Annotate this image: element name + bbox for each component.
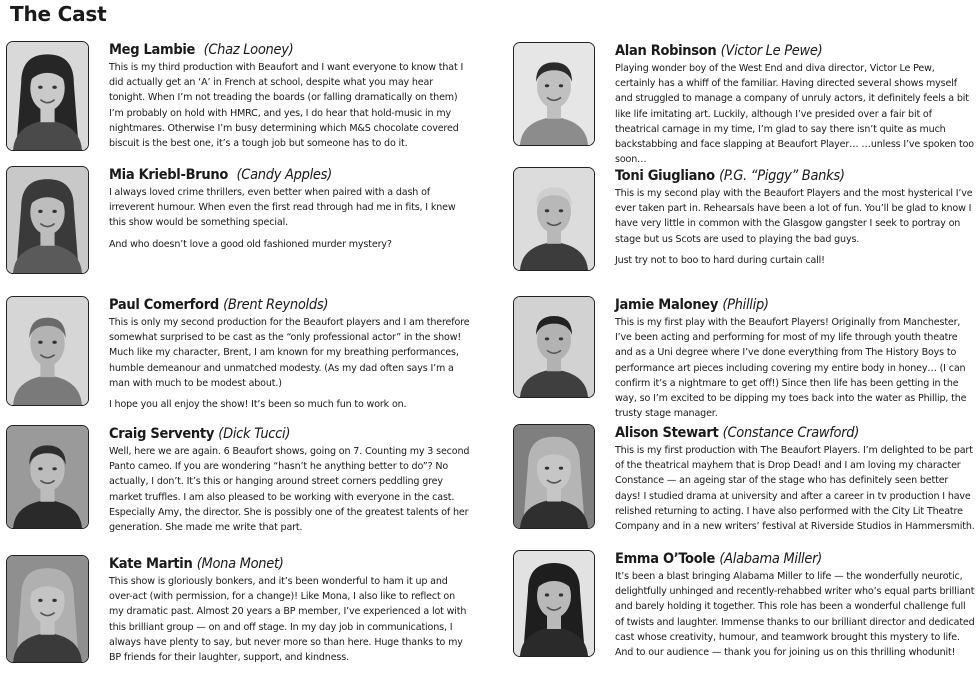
bio bbox=[615, 569, 975, 660]
bio-paragraph: This is only my second production for the Beaufort players and I am therefore somewhat surprised to be cast as the “only professional actor” in the show! Much like my character, Brent, I am known for my breathing performances, humble demeanour and unmatched modesty. (As my dad often says I’m a man with much to be modest about.) bbox=[109, 317, 470, 389]
cast-text bbox=[109, 296, 471, 412]
bio-paragraph: This is my second play with the Beaufort Players and the most hysterical I’ve ever taken part in. Rehearsals have been a lot of fun. You’ll be glad to know I have very little in common with the Glasgow gangster I seek to portray on stage but us Scots are used to playing the bad guys. bbox=[615, 188, 973, 245]
page-title: The Cast bbox=[10, 2, 107, 26]
bio-paragraph: Playing wonder boy of the West End and diva director, Victor Le Pew, certainly has a whiff of the familiar. Having directed several shows myself and struggled to manage a company of unruly actors, it definitely feels a bit like life imitating art. Luckily, although I’ve presided over a fair bit of theatrical carnage in my time, I’m glad to say there isn’t quite as much backstabbing and face slapping at Beaufort Player… …unless I’ve spoken too soon… bbox=[615, 63, 974, 166]
headshot-photo bbox=[513, 424, 595, 529]
headshot-photo bbox=[513, 42, 595, 146]
headshot-photo bbox=[6, 41, 89, 151]
bio-paragraph: I always loved crime thrillers, even better when paired with a dash of irreverent humour. When even the first read through had me in fits, I knew this show would be something special. bbox=[109, 187, 456, 229]
headshot-photo bbox=[6, 555, 89, 663]
cast-name-line bbox=[615, 296, 975, 315]
bio bbox=[109, 60, 471, 151]
cast-name-line bbox=[109, 166, 471, 185]
bio-paragraph: I hope you all enjoy the show! It’s been so much fun to work on. bbox=[109, 399, 407, 411]
bio-paragraph: This show is gloriously bonkers, and it’s been wonderful to ham it up and over-act (with permission, for a change)! Like Mona, I also like to reflect on my dramatic past. Almost 20 years a BP member, I’ve experienced a lot with this brilliant group — on and off stage. In my day job in communications, I always have plenty to say, but never more so than here. Huge thanks to my BP friends for their laughter, support, and kindness. bbox=[109, 576, 467, 664]
headshot-photo bbox=[6, 425, 89, 529]
bio-paragraph: Well, here we are again. 6 Beaufort shows, going on 7. Counting my 3 second Panto cameo. If you are wondering “hasn’t he anything better to do”? No actually, I don’t. It’s this or hanging around street corners peddling grey market truffles. I am also pleased to be working with everyone in the cast. Especially Amy, the director. She is possibly one of the greatest talents of her generation. She made me write that part. bbox=[109, 446, 470, 534]
cast-text bbox=[615, 296, 975, 421]
cast-name-line bbox=[109, 296, 471, 315]
cast-text bbox=[109, 166, 471, 252]
actor-name: Emma O’Toole bbox=[615, 551, 716, 567]
actor-name: Mia Kriebl-Bruno bbox=[109, 167, 228, 183]
actor-name: Alan Robinson bbox=[615, 43, 717, 59]
bio bbox=[109, 574, 471, 665]
bio-paragraph: Just try not to boo to hard during curtain call! bbox=[615, 254, 825, 266]
headshot-photo bbox=[513, 550, 595, 657]
headshot-photo bbox=[513, 296, 595, 398]
cast-text bbox=[109, 425, 471, 535]
cast-text bbox=[615, 550, 975, 660]
actor-name: Alison Stewart bbox=[615, 425, 719, 441]
cast-name-line bbox=[615, 550, 975, 569]
character-name: (Mona Monet) bbox=[196, 556, 284, 572]
cast-text bbox=[615, 167, 975, 268]
actor-name: Meg Lambie bbox=[109, 42, 196, 58]
bio bbox=[109, 185, 471, 252]
bio bbox=[109, 444, 471, 535]
bio bbox=[109, 315, 471, 412]
cast-name-line bbox=[109, 425, 471, 444]
headshot-photo bbox=[6, 166, 89, 274]
cast-name-line bbox=[109, 555, 471, 574]
character-name: (P.G. “Piggy” Banks) bbox=[719, 168, 845, 184]
character-name: (Chaz Looney) bbox=[203, 42, 294, 58]
bio-paragraph: This is my first production with The Beaufort Players. I’m delighted to be part of the theatrical mayhem that is Drop Dead! and I am loving my character Constance — an ageing star of the stage who has definitely seen better days! I studied drama at university and after a career in tv production I have relished returning to acting. I have also performed with the City Lit Theatre Company and in a new writers’ festival at Riverside Studios in Hammersmith. bbox=[615, 445, 975, 533]
bio bbox=[615, 186, 975, 268]
actor-name: Craig Serventy bbox=[109, 426, 215, 442]
bio-paragraph: This is my first play with the Beaufort Players! Originally from Manchester, I’ve been acting and performing for most of my life through youth theatre and as a Uni degree where I’ve done everything from The History Boys to performance art pieces including covering my entire body in honey… (I can confirm it’s a nightmare to get off!) Since then life has been getting in the way, so I’m excited to be dipping my toes back into the water as Phillip, the trusty stage manager. bbox=[615, 317, 967, 420]
cast-text bbox=[615, 424, 975, 534]
cast-text bbox=[109, 555, 471, 665]
headshot-photo bbox=[6, 296, 89, 406]
bio-paragraph: And who doesn’t love a good old fashioned murder mystery? bbox=[109, 238, 392, 250]
cast-name-line bbox=[109, 41, 471, 60]
character-name: (Phillip) bbox=[722, 297, 769, 313]
bio-paragraph: It’s been a blast bringing Alabama Miller to life — the wonderfully neurotic, delightfully unhinged and recently-rehabbed writer who’s equal parts brilliant and barely holding it together. This role has been a wonderful challenge full of twists and laughter. Immense thanks to our brilliant director and dedicated cast whose creativity, humour, and teamwork brought this mystery to life. And to our audience — thank you for joining us on this thrilling whodunit! bbox=[615, 571, 975, 659]
cast-text bbox=[109, 41, 471, 151]
cast-name-line bbox=[615, 42, 975, 61]
cast-name-line bbox=[615, 424, 975, 443]
character-name: (Brent Reynolds) bbox=[223, 297, 329, 313]
character-name: (Alabama Miller) bbox=[719, 551, 822, 567]
headshot-photo bbox=[513, 167, 595, 271]
actor-name: Jamie Maloney bbox=[615, 297, 719, 313]
actor-name: Paul Comerford bbox=[109, 297, 219, 313]
bio bbox=[615, 61, 975, 167]
character-name: (Victor Le Pewe) bbox=[720, 43, 823, 59]
bio-paragraph: This is my third production with Beaufort and I want everyone to know that I did actually get an ‘A’ in French at school, despite what you may hear tonight. When I’m not treading the boards (or falling dramatically on them) I’m probably on hold with HMRC, and yes, I do hear that hold-music in my nightmares. Otherwise I’m busy determining which M&S chocolate covered biscuit is the best one, it’s a tough job but someone has to do it. bbox=[109, 62, 464, 150]
bio bbox=[615, 315, 975, 421]
character-name: (Constance Crawford) bbox=[722, 425, 860, 441]
cast-text bbox=[615, 42, 975, 167]
actor-name: Kate Martin bbox=[109, 556, 193, 572]
bio bbox=[615, 443, 975, 534]
character-name: (Candy Apples) bbox=[236, 167, 332, 183]
actor-name: Toni Giugliano bbox=[615, 168, 715, 184]
character-name: (Dick Tucci) bbox=[218, 426, 291, 442]
cast-name-line bbox=[615, 167, 975, 186]
